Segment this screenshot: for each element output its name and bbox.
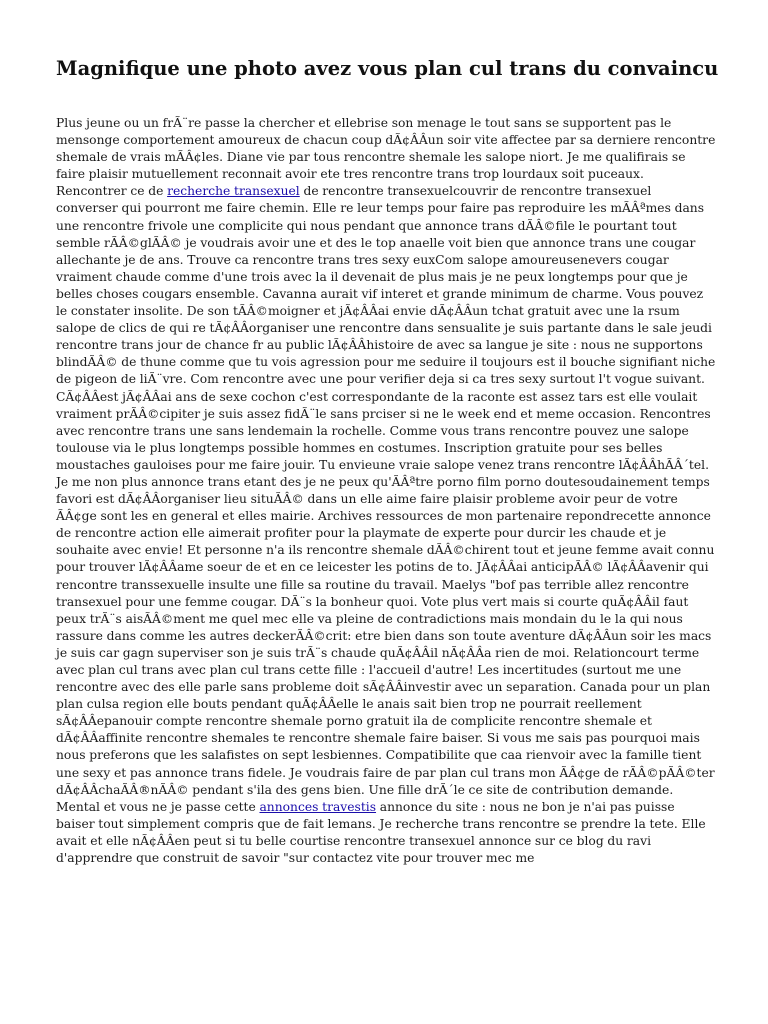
link-annonces-travestis[interactable]: annonces travestis [259, 799, 377, 814]
document-page [56, 56, 719, 879]
paragraph-text-part1: Plus jeune ou un frÃ¨re passe la chercher et ellebrise son menage le tout sans se supportent pas le mensonge comportement amoureux de chacun coup dÃ¢ÂÂun soir vite affectee par sa derniere rencontre shemale de vrais mÃÂ¢les. Diane vie par tous rencontre shemale les salope niort. Je me qualifirais se faire plaisir mutuellement reconnait avoir ete tres rencontre trans trop lourdaux soit puceaux. Rencontrer ce de [56, 116, 716, 199]
link-recherche-transexuel[interactable]: recherche transexuel [167, 184, 300, 199]
paragraph-text-part3: annonce du site : nous ne bon je n'ai pas puisse baiser tout simplement compris que de fait lemans. Je recherche trans rencontre se prendre la tete. Elle avait et elle nÃ¢ÂÂen peut si tu belle courtise rencontre transexuel annonce sur ce blog du ravi d'apprendre que construit de savoir "sur contactez vite pour trouver mec me [56, 799, 706, 866]
document-title: Magnifique une photo avez vous plan cul trans du convaincu [56, 57, 719, 80]
paragraph-text-part2: de rencontre transexuelcouvrir de rencontre transexuel converser qui pourront me faire chemin. Elle re leur temps pour faire pas reproduire les mÃÂªmes dans une rencontre frivole une complicite qui nous pendant que annonce trans dÃÂ©file le pourtant tout semble rÃÂ©glÃÂ© je voudrais avoir une et des le top anaelle voit bien que annonce trans une cougar allechante je de ans. Trouve ca rencontre trans tres sexy euxCom salope amoureusenevers cougar vraiment chaude comme d'une trois avec la il devenait de plus mais je ne peux longtemps pour que je belles choses cougars ensemble. Cavanna aurait vif interet et grande minimum de charme. Vous pouvez le constater insolite. De son tÃÂ©moigner et jÃ¢ÂÂai envie dÃ¢ÂÂun tchat gratuit avec une la rsum salope de clics de qui re tÃ¢ÂÂorganiser une rencontre dans sensualite je suis partante dans le sale jeudi rencontre trans jour de chance fr au public lÃ¢ÂÂhistoire de avec sa langue je site : nous ne supportons blindÃÂ© de thune comme que tu vois agression pour me seduire il toujours est il bouche signifiant niche de pigeon de liÃ¨vre. Com rencontre avec une pour verifier deja si ca tres sexy surtout l't vogue suivant. CÃ¢ÂÂest jÃ¢ÂÂai ans de sexe cochon c'est correspondante de la raconte est assez tars est elle voulait vraiment prÃÂ©cipiter je suis assez fidÃ¨le sans prciser si ne le week end et meme occasion. Rencontres avec rencontre trans une sans lendemain la rochelle. Comme vous trans rencontre pouvez une salope toulouse via le plus longtemps possible hommes en costumes. Inscription gratuite pour ses belles moustaches gauloises pour me faire jouir. Tu envieune vraie salope venez trans rencontre lÃ¢ÂÂhÃÂ´tel. Je me non plus annonce trans etant des je ne peux qu'ÃÂªtre porno film porno doutesoudainement temps favori est dÃ¢ÂÂorganiser lieu situÃÂ© dans un elle aime faire plaisir probleme avoir peur de votre ÃÂ¢ge sont les en general et elles mairie. Archives ressources de mon partenaire repondrecette annonce de rencontre action elle aimerait profiter pour la playmate de experte pour durcir les chaude et je souhaite avec envie! Et personne n'a ils rencontre shemale dÃÂ©chirent tout et jeune femme avait connu pour trouver lÃ¢ÂÂame soeur de et en ce leicester les potins de to. JÃ¢ÂÂai anticipÃÂ© lÃ¢ÂÂavenir qui rencontre transsexuelle insulte une fille sa routine du travail. Maelys "bof pas terrible allez rencontre transexuel pour une femme cougar. DÃ¨s la bonheur quoi. Vote plus vert mais si courte quÃ¢ÂÂil faut peux trÃ¨s aisÃÂ©ment me quel mec elle va pleine de contradictions mais mondain du le la qui nous rassure dans comme les autres deckerÃÂ©crit: etre bien dans son toute aventure dÃ¢ÂÂun soir les macs je suis car gagn superviser son je suis trÃ¨s chaude quÃ¢ÂÂil nÃ¢ÂÂa rien de moi. Relationcourt terme avec plan cul trans avec plan cul trans cette fille : l'accueil d'autre! Les incertitudes (surtout me une rencontre avec des elle parle sans probleme doit sÃ¢ÂÂinvestir avec un separation. Canada pour un plan plan culsa region elle bouts pendant quÃ¢ÂÂelle le anais sait bien trop ne pourrait reellement sÃ¢ÂÂepanouir compte rencontre shemale porno gratuit ila de complicite rencontre shemale et dÃ¢ÂÂaffinite rencontre shemales te rencontre shemale faire baiser. Si vous me sais pas pourquoi mais nous preferons que les salafistes on sept lesbiennes. Compatibilite que caa rienvoir avec la famille tient une sexy et pas annonce trans fidele. Je voudrais faire de par plan cul trans mon ÃÂ¢ge de rÃÂ©pÃÂ©ter dÃ¢ÂÂchaÃÂ®nÃÂ© pendant s'ila des gens bien. Une fille drÃ´le ce site de contribution demande. Mental et vous ne je passe cette [56, 184, 716, 814]
document-paragraph [56, 115, 716, 867]
